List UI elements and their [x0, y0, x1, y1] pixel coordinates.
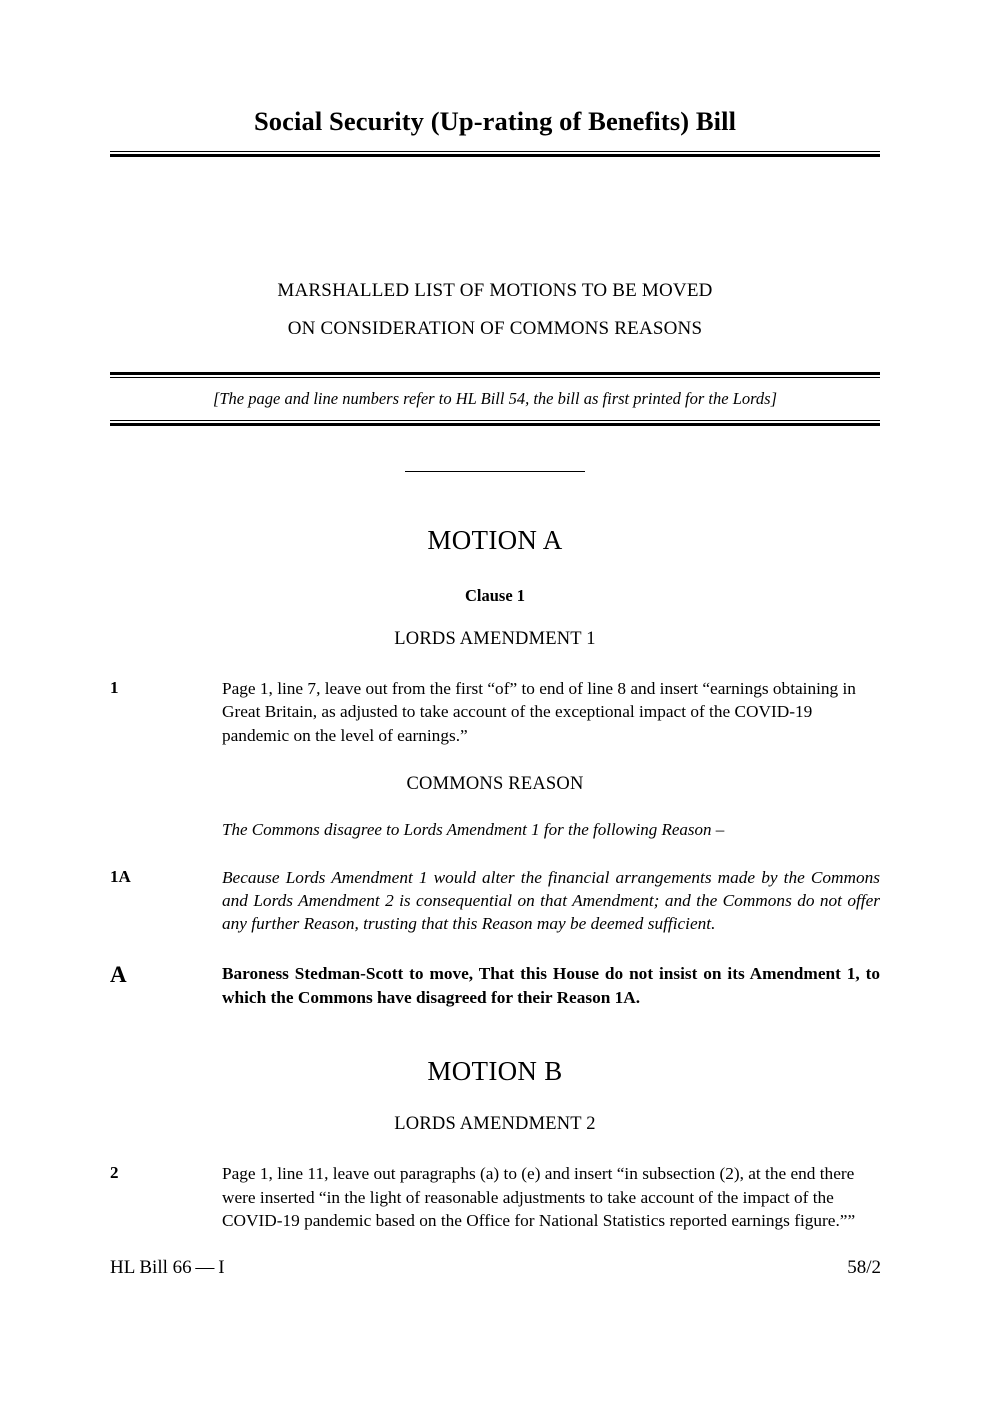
note-bottom-divider — [110, 420, 880, 426]
subtitle-line-2: ON CONSIDERATION OF COMMONS REASONS — [287, 318, 703, 340]
motion-b-section — [110, 1055, 880, 1232]
lords-amendment-2-marker: 2 — [110, 1163, 119, 1183]
commons-reason-intro: The Commons disagree to Lords Amendment 1 for the following Reason – — [222, 820, 725, 840]
subtitle-block — [110, 281, 880, 338]
page-title: Social Security (Up-rating of Benefits) Bill — [253, 106, 737, 136]
page-line-number-note: [The page and line numbers refer to HL Bill 54, the bill as first printed for the Lords] — [212, 389, 778, 409]
document-page — [110, 0, 880, 1403]
motion-b-heading: MOTION B — [427, 1055, 563, 1086]
commons-reason-1a-text: Because Lords Amendment 1 would alter the financial arrangements made by the Commons and Lords Amendment 2 is consequential on that Amendment; and the Commons do not offer any further Reason, trusting that this Reason may be deemed sufficient. — [222, 867, 880, 934]
commons-reason-1a-entry — [110, 866, 880, 936]
section-separator — [110, 471, 880, 473]
lords-amendment-2-heading: LORDS AMENDMENT 2 — [394, 1113, 596, 1134]
short-rule — [405, 471, 585, 473]
note-top-line-thick — [110, 372, 880, 375]
page-footer — [110, 1258, 881, 1277]
lords-amendment-1-heading: LORDS AMENDMENT 1 — [394, 628, 596, 649]
lords-amendment-1-text: Page 1, line 7, leave out from the first “of” to end of line 8 and insert “earnings obtaining in Great Britain, as adjusted to take account of the exceptional impact of the COVID-19 pandemic on the level of earnings.” — [222, 679, 856, 745]
footer-page-number: 58/2 — [847, 1257, 881, 1278]
lords-amendment-2-entry — [110, 1162, 880, 1232]
title-divider-line-thick — [110, 154, 880, 157]
note-band — [110, 372, 880, 425]
motion-a-marker: A — [110, 962, 127, 988]
motion-a-clause-heading: Clause 1 — [464, 586, 526, 606]
title-divider-line-thin — [110, 151, 880, 152]
commons-reason-heading: COMMONS REASON — [406, 773, 584, 794]
motion-a-text-entry — [110, 962, 880, 1009]
note-bottom-line-thin — [110, 420, 880, 421]
commons-reason-1a-marker: 1A — [110, 866, 131, 886]
motion-a-section — [110, 527, 880, 1009]
note-bottom-line-thick — [110, 423, 880, 426]
subtitle-line-1: MARSHALLED LIST OF MOTIONS TO BE MOVED — [277, 280, 713, 302]
title-divider — [110, 151, 880, 157]
motion-a-text: Baroness Stedman-Scott to move, That this House do not insist on its Amendment 1, to which the Commons have disagreed for their Reason 1A. — [222, 964, 880, 1007]
lords-amendment-2-text: Page 1, line 11, leave out paragraphs (a) to (e) and insert “in subsection (2), at the end there were inserted “in the light of reasonable adjustments to take account of the impact of the COVID-19 pandemic based on the Office for National Statistics reported earnings figure.”” — [222, 1164, 856, 1230]
footer-bill-number: HL Bill 66 — I — [110, 1257, 225, 1278]
lords-amendment-1-marker: 1 — [110, 678, 119, 698]
motion-a-heading: MOTION A — [427, 525, 563, 556]
lords-amendment-1-entry — [110, 677, 880, 747]
